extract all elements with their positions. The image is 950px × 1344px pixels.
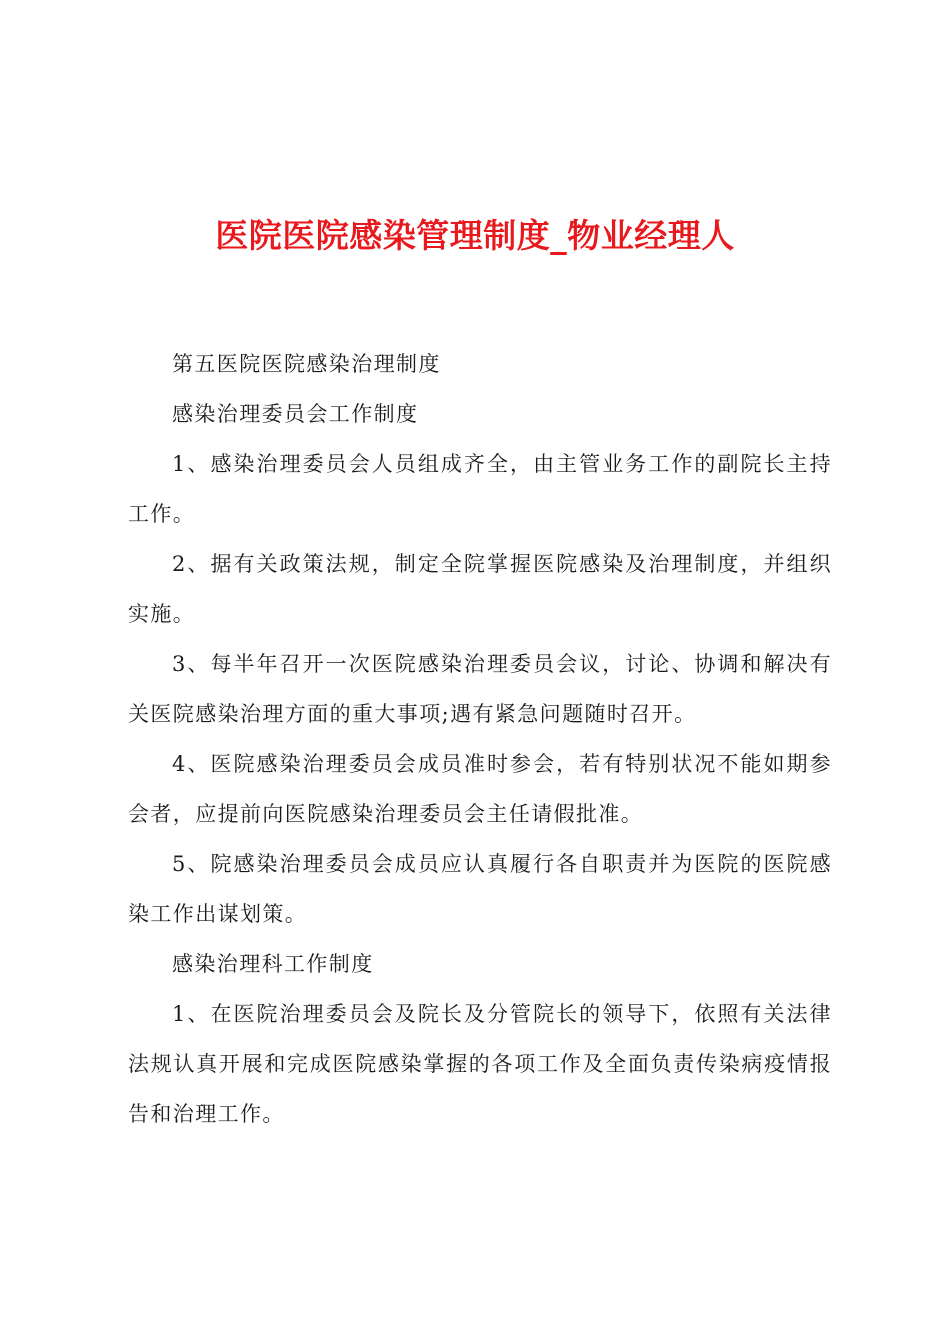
paragraph-item: 2、据有关政策法规，制定全院掌握医院感染及治理制度，并组织实施。 xyxy=(128,552,832,626)
paragraph-item: 4、医院感染治理委员会成员准时参会，若有特别状况不能如期参会者，应提前向医院感染治理委员会主任请假批准。 xyxy=(128,752,832,826)
document-title: 医院医院感染管理制度_物业经理人 xyxy=(215,216,735,255)
paragraph-heading-committee: 感染治理委员会工作制度 xyxy=(172,402,419,426)
paragraph-item: 1、在医院治理委员会及院长及分管院长的领导下，依照有关法律法规认真开展和完成医院感染掌握的各项工作及全面负责传染病疫情报告和治理工作。 xyxy=(128,1002,832,1126)
paragraph-item: 1、感染治理委员会人员组成齐全，由主管业务工作的副院长主持工作。 xyxy=(128,452,832,526)
paragraph-heading-fifth-hospital: 第五医院医院感染治理制度 xyxy=(172,352,441,376)
paragraph-item: 5、院感染治理委员会成员应认真履行各自职责并为医院的医院感染工作出谋划策。 xyxy=(128,852,832,926)
paragraph-heading-department: 感染治理科工作制度 xyxy=(172,952,374,976)
document-body xyxy=(128,339,832,1139)
paragraph-item: 3、每半年召开一次医院感染治理委员会议，讨论、协调和解决有关医院感染治理方面的重大事项;遇有紧急问题随时召开。 xyxy=(128,652,832,726)
